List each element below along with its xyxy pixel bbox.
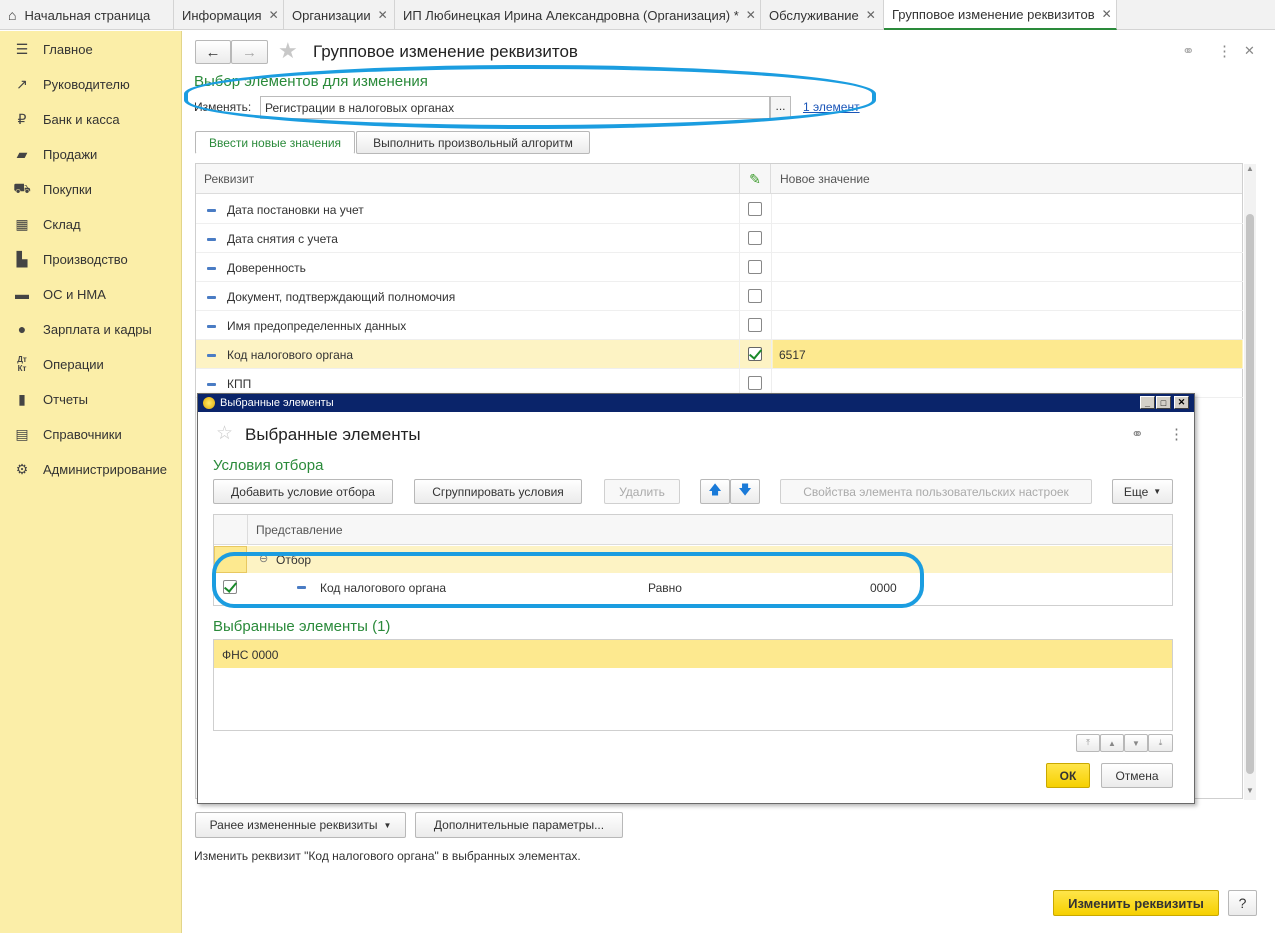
table-row-selected[interactable]: [196, 340, 1243, 369]
row-checkbox[interactable]: [748, 202, 762, 216]
more-icon[interactable]: ⋮: [1169, 426, 1184, 443]
element-properties-button[interactable]: Свойства элемента пользовательских настроек: [780, 479, 1092, 504]
dialog-titlebar: [198, 394, 1194, 412]
elements-link[interactable]: 1 элемент: [803, 100, 860, 114]
button-label: Еще: [1123, 484, 1149, 499]
sidebar-item-bank[interactable]: [12, 109, 120, 129]
table-row[interactable]: [196, 224, 1243, 253]
attribute-icon: [207, 383, 216, 386]
row-checkbox[interactable]: [748, 289, 762, 303]
tab-label: ИП Любинецкая Ирина Александровна (Организация) *: [403, 7, 739, 23]
table-row[interactable]: [196, 282, 1243, 311]
attribute-icon: [207, 354, 216, 357]
pencil-icon: ✎: [739, 164, 771, 194]
filter-field: Код налогового органа: [320, 581, 447, 595]
move-down-button[interactable]: [730, 479, 760, 504]
arrow-down-icon: 🡇: [738, 481, 752, 497]
sidebar-item-label: ОС и НМА: [43, 286, 106, 302]
collapse-icon[interactable]: ⊖: [259, 553, 269, 565]
previous-changed-button[interactable]: [195, 812, 406, 838]
factory-icon: ▙: [16, 250, 28, 267]
first-icon[interactable]: ⤒: [1076, 734, 1100, 752]
sidebar-item-catalogs[interactable]: [12, 424, 122, 444]
sidebar-item-sales[interactable]: [12, 144, 97, 164]
delete-button[interactable]: Удалить: [604, 479, 680, 504]
group-conditions-button[interactable]: Сгруппировать условия: [414, 479, 582, 504]
sidebar-item-label: Покупки: [43, 181, 92, 197]
chevron-down-icon: ▼: [1153, 487, 1162, 496]
filter-row[interactable]: [214, 573, 1172, 603]
cancel-button[interactable]: Отмена: [1101, 763, 1173, 788]
star-icon[interactable]: ☆: [216, 423, 234, 444]
cart-icon: ⛟: [13, 179, 31, 196]
sidebar-item-label: Справочники: [43, 426, 122, 442]
sidebar-item-purchases[interactable]: [12, 179, 92, 199]
tab-label: Групповое изменение реквизитов: [892, 6, 1095, 22]
minimize-button[interactable]: _: [1140, 396, 1155, 409]
list-item[interactable]: [214, 640, 1172, 668]
gear-icon: ⚙: [15, 460, 29, 477]
sidebar-item-label: Операции: [43, 356, 104, 372]
ruble-icon: ₽: [17, 110, 27, 127]
close-icon[interactable]: ✕: [865, 8, 876, 22]
tab-label: Обслуживание: [769, 7, 859, 23]
change-label: Изменять:: [194, 100, 252, 114]
sidebar-item-warehouse[interactable]: [12, 214, 81, 234]
dtkt-icon: Дт Кт: [17, 355, 27, 373]
sidebar-item-label: Администрирование: [43, 461, 167, 477]
table-header: [196, 164, 1242, 194]
sidebar-item-label: Зарплата и кадры: [43, 321, 152, 337]
close-icon[interactable]: ✕: [268, 8, 279, 22]
truck-icon: ▬: [15, 286, 29, 302]
dialog-title: Выбранные элементы: [245, 425, 421, 444]
forward-button[interactable]: [231, 40, 268, 64]
tab-group-change[interactable]: [884, 0, 1117, 30]
grid-icon: ▦: [15, 215, 29, 232]
window-title: Выбранные элементы: [220, 397, 334, 409]
attribute-icon: [207, 296, 216, 299]
menu-icon: ☰: [15, 40, 29, 57]
filter-table-header: [214, 515, 1172, 545]
row-checkbox[interactable]: [748, 231, 762, 245]
col-representation-header: Представление: [256, 523, 343, 537]
sidebar-item-main[interactable]: [12, 39, 93, 59]
scroll-down-icon[interactable]: ▼: [1246, 786, 1254, 795]
book-icon: ▤: [15, 425, 29, 442]
arrow-right-icon: →: [242, 43, 257, 61]
person-icon: ●: [17, 321, 27, 337]
row-checkbox[interactable]: [748, 347, 762, 361]
sidebar-item-label: Склад: [43, 216, 81, 232]
row-checkbox[interactable]: [748, 318, 762, 332]
arrow-left-icon: ←: [205, 43, 221, 61]
home-icon: ⌂: [8, 7, 17, 23]
sidebar-item-label: Продажи: [43, 146, 98, 162]
scroll-thumb[interactable]: [1246, 214, 1254, 774]
up-icon[interactable]: ▲: [1100, 734, 1124, 752]
add-condition-button[interactable]: Добавить условие отбора: [213, 479, 393, 504]
row-checkbox[interactable]: [748, 260, 762, 274]
down-icon[interactable]: ▼: [1124, 734, 1148, 752]
row-name: КПП: [227, 377, 252, 391]
close-window-button[interactable]: ✕: [1174, 396, 1189, 409]
maximize-button[interactable]: □: [1156, 396, 1171, 409]
col-new-value-header: Новое значение: [780, 172, 870, 186]
app-icon: [203, 397, 215, 409]
row-name: Имя предопределенных данных: [227, 319, 407, 333]
tab-label: Информация: [182, 7, 262, 23]
back-button[interactable]: [195, 40, 231, 64]
filter-group-row[interactable]: [214, 546, 1172, 573]
selected-header: Выбранные элементы (1): [213, 618, 391, 635]
tab-label: Начальная страница: [24, 7, 151, 23]
more-button[interactable]: [1112, 479, 1173, 504]
close-form-icon[interactable]: ✕: [1244, 43, 1255, 58]
filter-table: [213, 514, 1173, 606]
sidebar-item-assets[interactable]: [12, 284, 106, 304]
link-icon[interactable]: ⚭: [1182, 43, 1195, 60]
tab-home[interactable]: [0, 0, 174, 30]
filter-operator: Равно: [648, 581, 682, 595]
chevron-down-icon: ▼: [383, 820, 392, 830]
attribute-icon: [207, 267, 216, 270]
close-icon[interactable]: ✕: [377, 8, 388, 22]
status-text: Изменить реквизит "Код налогового органа" в выбранных элементах.: [194, 849, 581, 863]
column-divider: [247, 515, 248, 545]
scrollbar[interactable]: [1244, 164, 1256, 800]
filter-checkbox[interactable]: [223, 580, 237, 594]
arrow-up-icon: 🡅: [708, 481, 722, 497]
button-label: Ранее измененные реквизиты: [209, 818, 378, 832]
sidebar-item-salary[interactable]: [12, 319, 152, 339]
new-value: 6517: [779, 348, 806, 362]
sidebar-item-label: Производство: [43, 251, 128, 267]
filter-header: Условия отбора: [213, 457, 324, 474]
list-item-label: ФНС 0000: [222, 648, 279, 662]
sidebar-item-manager[interactable]: [12, 74, 130, 94]
ok-button[interactable]: ОК: [1046, 763, 1090, 788]
row-checkbox[interactable]: [748, 376, 762, 390]
tab-info[interactable]: [174, 0, 284, 30]
sidebar-item-label: Руководителю: [43, 76, 130, 92]
filter-value: 0000: [870, 581, 897, 595]
sidebar-item-label: Отчеты: [43, 391, 88, 407]
sidebar-item-reports[interactable]: [12, 389, 88, 409]
move-up-button[interactable]: [700, 479, 730, 504]
star-icon[interactable]: ★: [278, 38, 298, 63]
trend-icon: ↗: [16, 75, 28, 92]
additional-params-button[interactable]: Дополнительные параметры...: [415, 812, 623, 838]
tab-new-values[interactable]: Ввести новые значения: [195, 131, 355, 154]
change-attributes-button[interactable]: Изменить реквизиты: [1053, 890, 1219, 916]
last-icon[interactable]: ⤓: [1148, 734, 1173, 752]
close-icon[interactable]: ✕: [745, 8, 756, 22]
row-name: Документ, подтверждающий полномочия: [227, 290, 456, 304]
attribute-icon: [297, 586, 306, 589]
tab-organization-card[interactable]: [395, 0, 761, 30]
selected-elements-dialog: [197, 393, 1195, 804]
sidebar-item-operations[interactable]: [12, 354, 104, 374]
tab-bar: [0, 0, 1275, 30]
tab-organizations[interactable]: [284, 0, 395, 30]
table-row[interactable]: [196, 253, 1243, 282]
attribute-icon: [207, 325, 216, 328]
help-button[interactable]: ?: [1228, 890, 1257, 916]
tab-label: Организации: [292, 7, 371, 23]
row-name: Дата снятия с учета: [227, 232, 338, 246]
table-row[interactable]: [196, 195, 1243, 224]
list-navigation: [1076, 734, 1173, 752]
row-name: Дата постановки на учет: [227, 203, 364, 217]
table-row[interactable]: [196, 311, 1243, 340]
row-name: Доверенность: [227, 261, 306, 275]
more-icon[interactable]: ⋮: [1217, 43, 1232, 60]
group-label: Отбор: [276, 553, 312, 567]
tab-algorithm[interactable]: Выполнить произвольный алгоритм: [356, 131, 590, 154]
sidebar-item-label: Банк и касса: [43, 111, 120, 127]
bar-chart-icon: ▮: [18, 390, 26, 407]
tab-service[interactable]: [761, 0, 884, 30]
selected-list: [213, 639, 1173, 731]
row-name: Код налогового органа: [227, 348, 354, 362]
change-field[interactable]: Регистрации в налоговых органах: [260, 96, 770, 119]
attribute-icon: [207, 238, 216, 241]
attribute-icon: [207, 209, 216, 212]
sidebar: [0, 31, 182, 933]
page-title: Групповое изменение реквизитов: [313, 42, 578, 61]
selection-header: Выбор элементов для изменения: [194, 73, 428, 90]
scroll-up-icon[interactable]: ▲: [1246, 164, 1254, 173]
group-cell: [214, 546, 247, 573]
new-value-cell[interactable]: [773, 340, 1242, 368]
choose-button[interactable]: ...: [770, 96, 791, 119]
link-icon[interactable]: ⚭: [1131, 426, 1144, 443]
close-icon[interactable]: ✕: [1101, 7, 1112, 21]
sidebar-item-admin[interactable]: [12, 459, 167, 479]
sidebar-item-label: Главное: [43, 41, 93, 57]
col-attribute-header: Реквизит: [204, 172, 255, 186]
sidebar-item-production[interactable]: [12, 249, 128, 269]
bag-icon: ▰: [16, 145, 28, 162]
